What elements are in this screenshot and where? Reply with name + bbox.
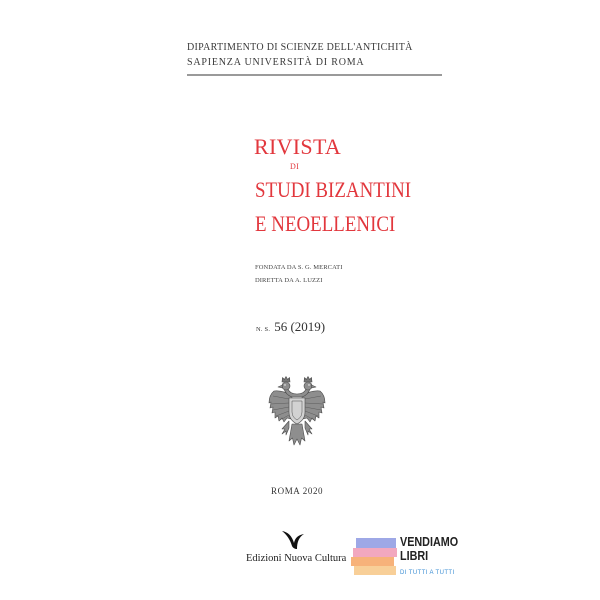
title-neoellenici: E NEOELLENICI xyxy=(255,211,396,236)
logo-bar-4 xyxy=(354,566,396,575)
tail xyxy=(289,424,305,445)
logo-bar-2 xyxy=(353,548,397,557)
place-and-year: ROMA 2020 xyxy=(271,486,324,496)
right-eye xyxy=(308,384,309,385)
department-name: DIPARTIMENTO DI SCIENZE DELL'ANTICHITÀ xyxy=(187,42,413,53)
issue-volume: 56 (2019) xyxy=(274,319,326,334)
university-name: SAPIENZA UNIVERSITÀ DI ROMA xyxy=(187,57,365,68)
right-beak xyxy=(312,385,317,388)
left-head xyxy=(282,382,290,390)
founded-by: FONDATA DA S. G. MERCATI xyxy=(255,264,343,271)
vendiamo-libri-logo-bars xyxy=(351,536,399,578)
series-prefix: N. S. xyxy=(256,326,271,333)
right-talon xyxy=(305,421,312,435)
left-crown xyxy=(282,377,290,383)
issue-number xyxy=(256,320,325,334)
bird-logo-icon xyxy=(282,530,304,550)
double-headed-eagle-icon xyxy=(267,375,327,447)
logo-bar-3 xyxy=(351,557,394,566)
title-studi-bizantini: STUDI BIZANTINI xyxy=(255,177,412,202)
left-talon xyxy=(282,421,289,435)
left-beak xyxy=(278,385,283,388)
directed-by: DIRETTA DA A. LUZZI xyxy=(255,277,323,284)
badge-tagline: DI TUTTI A TUTTI xyxy=(400,570,455,576)
title-rivista: RIVISTA xyxy=(254,134,342,159)
header-rule xyxy=(187,74,442,76)
badge-line-libri: LIBRI xyxy=(400,548,429,563)
right-head xyxy=(304,382,312,390)
publisher-name: Edizioni Nuova Cultura xyxy=(246,553,347,564)
logo-bar-1 xyxy=(356,538,396,548)
title-di: DI xyxy=(290,162,300,171)
left-eye xyxy=(284,384,285,385)
right-crown xyxy=(304,377,312,383)
badge-line-vendiamo: VENDIAMO xyxy=(400,534,459,549)
